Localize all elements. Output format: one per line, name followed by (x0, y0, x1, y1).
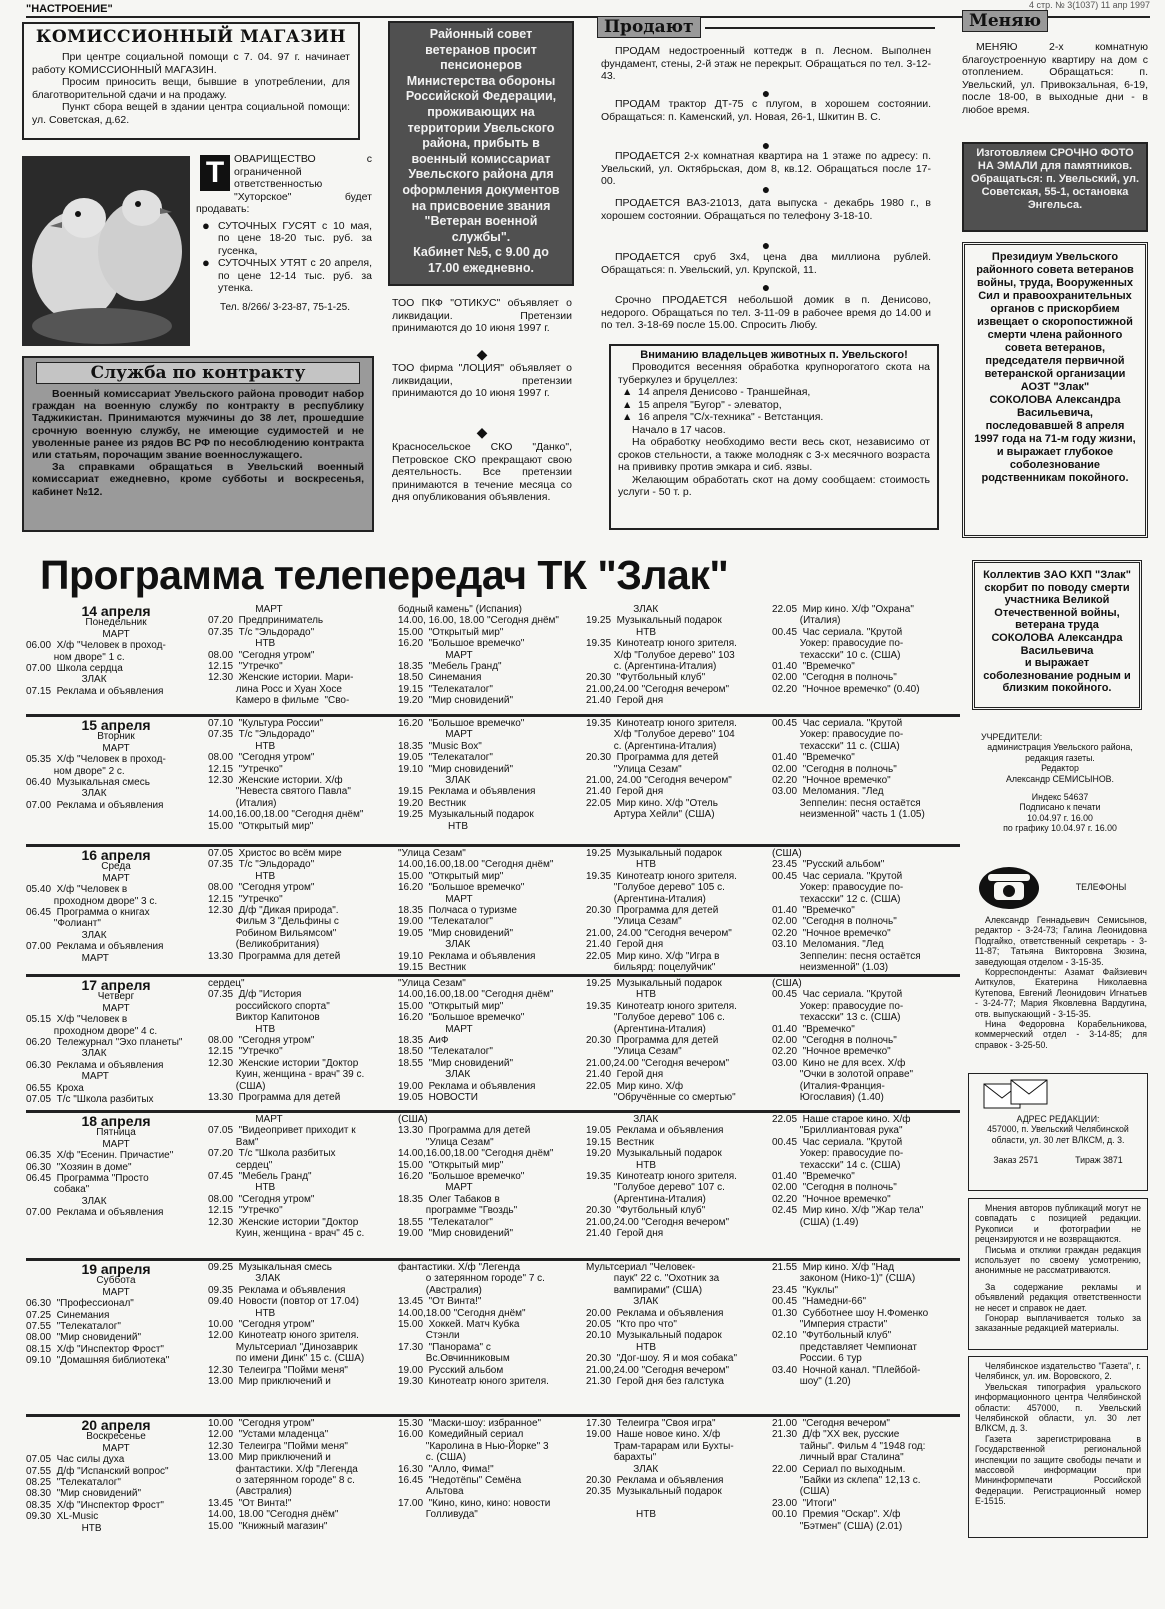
tv-day6-col3 (398, 1262, 584, 1412)
animals-intro: Проводится весенняя обработка крупнорогатого скота на туберкулез и бруцеллез: (618, 361, 930, 386)
tv-day5-col1 (26, 1116, 206, 1256)
tv-day7-col2 (208, 1418, 396, 1594)
editor-label: Редактор (1041, 763, 1079, 774)
animals-date2-text: 15 апреля "Бугор" - элеватор, (638, 398, 782, 411)
separator-dot: ● (761, 238, 771, 250)
tv-day7-col1 (26, 1420, 206, 1596)
day-weekday: Среда (101, 861, 131, 873)
day-date: 18 апреля (81, 1116, 151, 1129)
day-listing: 21.55 Мир кино. Х/ф "Над законом (Нико-1)" (США) 23.45 "Куклы" 00.45 "Намедни-66" 01.30 Субботнее шоу Н.Фоменко "Империя страсти" 02.10 "Футбольный клуб" представляет Чемпионат России. 6 тур 03.40 Ночной канал. "Плейбой- шоу" (1.20) (772, 1262, 929, 1388)
day-listing: 19.25 Музыкальный подарок НТВ 19.35 Кинотеатр юного зрителя. "Голубое дерево" 106 с. (Аргентина-Италия) 20.30 Программа для детей "Улица Сезам" 21.00,24.00 "Сегодня вечером" 21.40 Герой дня 22.05 Мир кино. Х/ф "Обручённые со смертью" (586, 978, 737, 1104)
editor-name: Александр СЕМИСЫНОВ. (1006, 773, 1114, 784)
publisher-p1: Челябинское издательство "Газета", г. Челябинск, ул. им. Воровского, 2. (975, 1361, 1141, 1382)
note-fees: Гонорар выплачивается только за заказанные редакцией материалы. (975, 1313, 1141, 1334)
day-listing: 19.35 Кинотеатр юного зрителя. Х/ф "Голубое дерево" 104 с. (Аргентина-Италия) 20.30 Программа для детей "Улица Сезам" 21.00, 24.00 "Сегодня вечером" 21.40 Герой дня 22.05 Мир кино. Х/ф "Отель Артура Хейли" (США) (586, 718, 737, 821)
day-date: 14 апреля (81, 606, 151, 619)
animals-title: Вниманию владельцев животных п. Увельского! (640, 349, 908, 361)
animals-date1-text: 14 апреля Денисово - Траншейная, (638, 386, 811, 398)
day-listing: 06.30 "Профессионал" 07.25 Синемания 07.55 "Телекаталог" 08.00 "Мир сновидений" 08.15 Х/ф "Инспектор Фрост" 09.10 "Домашняя библиотека" (26, 1298, 170, 1367)
obit1-name: СОКОЛОВА Александра Васильевича, (989, 394, 1121, 419)
shop-p1: При центре социальной помощи с 7. 04. 97 г. начинает работу КОМИССИОННЫЙ МАГАЗИН. (32, 51, 350, 76)
tv-day4-col5 (772, 978, 960, 1108)
tv-day1-col4 (586, 604, 768, 712)
sale-ad-house: Срочно ПРОДАЕТСЯ небольшой домик в п. Денисово, недорого. Обращаться по тел. 3-11-09 в рабочее время до 14.00 и по тел. 3-18-69 после 15.00. Спросить Любу. (601, 294, 931, 331)
day-listing: МАРТ 07.20 Предприниматель 07.35 Т/с "Эльдорадо" НТВ 08.00 "Сегодня утром" 12.15 "Утречко" 12.30 Женские истории. Мари- лина Росс и Хуан Хосе Камеро в фильме "Сво- (208, 604, 354, 707)
tv-day3-col1 (26, 850, 206, 974)
channel-name: МАРТ (102, 1002, 130, 1014)
day-listing: 07.10 "Культура России" 07.35 Т/с "Эльдорадо" НТВ 08.00 "Сегодня утром" 12.15 "Утречко" 12.30 Женские истории. Х/ф "Невеста святого Павла" (Италия) 14.00,16.00,18.00 "Сегодня днём" 15.00 "Открытый мир" (208, 718, 364, 832)
tv-day6-col4 (586, 1262, 768, 1412)
day-separator (26, 1414, 960, 1417)
tv-day2-col1 (26, 720, 206, 844)
obit1-text: Президиум Увельского районного совета ветеранов войны, труда, Вооруженных Сил и правоохранительных органов с прискорбием извещает о скоропостижной смерти члена районного совета ветеранов, председателя первичной ветеранской организации АОЗТ "Злак" (976, 251, 1134, 393)
tv-day4-col3 (398, 978, 584, 1108)
channel-name: МАРТ (102, 1442, 130, 1454)
page-info: 4 стр. № 3(1037) 11 апр 1997 (1028, 0, 1150, 10)
animals-date3-text: 16 апреля "С/х-техника" - Ветстанция. (638, 411, 824, 423)
day-listing: ЗЛАК 19.25 Музыкальный подарок НТВ 19.35 Кинотеатр юного зрителя. Х/ф "Голубое дерево" 103 с. (Аргентина-Италия) 20.30 "Футбольный клуб" 21.00,24.00 "Сегодня вечером" 21.40 Герой дня (586, 604, 737, 707)
day-listing: (США) 00.45 Час сериала. "Крутой Уокер: правосудие по- техасски" 13 с. (США) 01.40 "Времечко" 02.00 "Сегодня в полночь" 02.20 "Ночное времечко" 03.00 Кино не для всех. Х/ф "Очки в золотой оправе" (Италия-Франция- Югославия) (1.40) (772, 978, 914, 1104)
day-listing: 05.35 Х/ф "Человек в проход- ном дворе" 2 с. 06.40 Музыкальная смесь ЗЛАК 07.00 Реклама и объявления (26, 754, 166, 811)
day-listing: 15.30 "Маски-шоу: избранное" 16.00 Комедийный сериал "Каролина в Нью-Йорке" 3 с. (США) 16.30 "Алло, Фима!" 16.45 "Недотёпы" Семёна Альтова 17.00 "Кино, кино, кино: новости Голливуда" (398, 1418, 551, 1521)
contract-text: Военный комиссариат Увельского района проводит набор граждан на военную службу по контракту в республику Таджикистан. Принимаются мужчины до 38 лет, прошедшие срочную военную службу, не имеющие судимостей и не уволенные ранее из рядов ВС РФ по несоблюдению контракта или статьям, порочащим звание военнослужащего. (32, 388, 364, 462)
address-text: 457000, п. Увельский Челябинской области, ул. 30 лет ВЛКСМ, д. 3. (987, 1124, 1129, 1145)
day-listing: 17.30 Телеигра "Своя игра" 19.00 Наше новое кино. Х/ф Трам-тарарам или Бухты- барахты" ЗЛАК 20.30 Реклама и объявления 20.35 Музыкальный подарок НТВ (586, 1418, 734, 1521)
day-listing: 06.00 Х/ф "Человек в проход- ном дворе" 1 с. 07.00 Школа сердца ЗЛАК 07.15 Реклама и объявления (26, 640, 166, 697)
obit2-text: Коллектив ЗАО КХП "Злак" скорбит по поводу смерти участника Великой Отечественной войны, ветерана труда (983, 569, 1131, 632)
farm-item2-text: СУТОЧНЫХ УТЯТ с 20 апреля, по цене 12-14 тыс. руб. за утенка. (218, 257, 372, 294)
day-listing: 21.00 "Сегодня вечером" 21.30 Д/ф "XX век, русские тайны". Фильм 4 "1948 год: личный враг Сталина" 22.00 Сериал по выходным. "Байки из склепа" 12,13 с. (США) 23.00 "Итоги" 00.10 Премия "Оскар". Х/ф "Бэтмен" (США) (2.01) (772, 1418, 926, 1532)
tv-program-title: Программа телепередач ТК "Злак" (40, 552, 729, 598)
day-listing: МАРТ 07.05 "Видеопривет приходит к Вам" 07.20 Т/с "Школа разбитых сердец" 07.45 "Мебель Гранд" НТВ 08.00 "Сегодня утром" 12.15 "Утречко" 12.30 Женские истории "Доктор Куин, женщина - врач" 45 с. (208, 1114, 365, 1240)
phones-label: ТЕЛЕФОНЫ (1075, 882, 1127, 892)
tv-day3-col3 (398, 848, 584, 972)
obit1-tail: последовавшей 8 апреля 1997 года на 71-м году жизни, и выражает глубокое соболезнование родственникам покойного. (974, 420, 1136, 484)
phones-commercial: Нина Федоровна Корабельникова, коммерческий отдел - 3-14-85; для справок - 3-25-50. (975, 1019, 1147, 1050)
tv-day2-col4 (586, 718, 768, 842)
tv-day3-col2 (208, 848, 396, 972)
phones-editorial: Александр Геннадьевич Семисынов, редактор - 3-24-73; Галина Леонидовна Подгайко, ответственный секретарь - 3-11-87; Татьяна Викторовна Зюзина, заведующая отделом - 3-15-35. (975, 915, 1147, 967)
day-listing: бодный камень" (Испания) 14.00, 16.00, 18.00 "Сегодня днём" 15.00 "Открытый мир" 16.20 "Большое времечко" МАРТ 18.35 "Мебель Гранд" 18.50 Синемания 19.15 "Телекаталог" 19.20 "Мир сновидений" (398, 604, 559, 707)
separator-dot: ● (761, 182, 771, 194)
signed-label: Подписано к печати (1019, 802, 1101, 813)
farm-phone: Тел. 8/266/ 3-23-87, 75-1-25. (220, 302, 351, 313)
sale-ad-car: ПРОДАЕТСЯ ВАЗ-21013, дата выпуска - декабрь 1980 г., в хорошем состоянии. Обращаться по телефону 3-18-10. (601, 197, 931, 222)
obit2-tail: и выражает соболезнование родным и близким покойного. (983, 657, 1131, 695)
tv-day4-col1 (26, 980, 206, 1110)
channel-name: МАРТ (102, 742, 130, 754)
tv-day6-col2 (208, 1262, 396, 1412)
sale-ad-flat: ПРОДАЕТСЯ 2-х комнатная квартира на 1 этаже по адресу: п. Увельский, ул. Октябрьская, дом 8, кв.12. Обращаться после 17-00. (601, 150, 931, 187)
separator-diamond: ◆ (476, 425, 488, 439)
day-separator (26, 974, 960, 977)
farm-item-ducks: ● СУТОЧНЫХ УТЯТ с 20 апреля, по цене 12-14 тыс. руб. за утенка. (202, 255, 372, 294)
day-listing: фантастики. Х/ф "Легенда о затерянном городе" 7 с. (Австралия) 13.45 "От Винта!" 14.00,18.00 "Сегодня днём" 15.00 Хоккей. Матч Кубка Стэнли 17.30 "Панорама" с Вс.Овчинниковым 19.00 Русский альбом 19.30 Кинотеатр юного зрителя. (398, 1262, 549, 1388)
photo-enamel-addr: Обращаться: п. Увельский, ул. Советская, 55-1, остановка Энгельса. (970, 173, 1140, 211)
day-listing: (США) 13.30 Программа для детей "Улица Сезам" 14.00,16.00,18.00 "Сегодня днём" 15.00 "Открытый мир" 16.20 "Большое времечко" МАРТ 18.35 Олег Табаков в программе "Гвоздь" 18.55 "Телекаталог" 19.00 "Мир сновидений" (398, 1114, 554, 1240)
signed-schedule: по графику 10.04.97 г. 16.00 (1003, 823, 1117, 834)
day-weekday: Суббота (96, 1275, 136, 1287)
day-listing: 16.20 "Большое времечко" МАРТ 18.35 "Music Box" 19.05 "Телекаталог" 19.10 "Мир сновидений" ЗЛАК 19.15 Реклама и объявления 19.20 Вестник 19.25 Музыкальный подарок НТВ (398, 718, 536, 832)
liq-lotsiya: ТОО фирма "ЛОЦИЯ" объявляет о ликвидации, претензии принимаются до 10 июня 1997 г. (392, 362, 572, 399)
veterans-hours: Кабинет №5, с 9.00 до 17.00 ежедневно. (413, 245, 549, 275)
day-weekday: Четверг (97, 991, 135, 1003)
day-separator (26, 1258, 960, 1261)
veterans-text: Районный совет ветеранов просит пенсионеров Министерства обороны Российской Федерации, проживающих на территории Увельского района, прибыть в военный комиссариат Увельского района для оформления документов на присвоение звания "Ветеран военной службы". (402, 27, 560, 244)
print-run: Тираж 3871 (1075, 1155, 1123, 1166)
sale-label: Продают (597, 16, 701, 38)
index-number: Индекс 54637 (1031, 792, 1089, 803)
day-listing: Мультсериал "Человек- паук" 22 с. "Охотник за вампирами" (США) ЗЛАК 20.00 Реклама и объявления 20.05 "Кто про что" 20.10 Музыкальный подарок НТВ 20.30 "Дог-шоу. Я и моя собака" 21.00,24.00 "Сегодня вечером" 21.30 Герой дня без галстука (586, 1262, 738, 1388)
day-date: 15 апреля (81, 720, 151, 733)
order-number: Заказ 2571 (993, 1155, 1039, 1166)
day-listing: 07.05 Христос во всём мире 07.35 Т/с "Эльдорадо" НТВ 08.00 "Сегодня утром" 12.15 "Утречко" 12.30 Д/ф "Дикая природа". Фильм 3 "Дельфины с Робином Вильямсом" (Великобритания) 13.30 Программа для детей (208, 848, 342, 962)
separator-dot: ● (761, 280, 771, 292)
day-listing: ЗЛАК 19.05 Реклама и объявления 19.15 Вестник 19.20 Музыкальный подарок НТВ 19.35 Кинотеатр юного зрителя. "Голубое дерево" 107 с. (Аргентина-Италия) 20.30 "Футбольный клуб" 21.00,24.00 "Сегодня вечером" 21.40 Герой дня (586, 1114, 737, 1240)
tv-day1-col3 (398, 604, 584, 712)
phones-correspondents: Корреспонденты: Азамат Файзиевич Аиткулов, Екатерина Николаевна Кутепова, Евгений Леонидович Игнатьев - 3-24-77; Мария Яковлевна Вардугина, отв. выпускающий - 3-15-35. (975, 967, 1147, 1019)
note-advertising: За содержание рекламы и объявлений редакция ответственности не несет и справок не дает. (975, 1281, 1141, 1313)
animals-date3: ▲ 16 апреля "С/х-техника" - Ветстанция. (622, 411, 824, 423)
separator-dot: ● (761, 86, 771, 98)
day-listing: "Улица Сезам" 14.00,16.00,18.00 "Сегодня днём" 15.00 "Открытый мир" 16.20 "Большое времечко" МАРТ 18.35 АиФ 18.50 "Телекаталог" 18.55 "Мир сновидений" ЗЛАК 19.00 Реклама и объявления 19.05 НОВОСТИ (398, 978, 554, 1104)
separator-diamond: ◆ (476, 347, 488, 361)
publisher-p2: Увельская типография уральского информационного центра Челябинской области: 457000, п. Увельский Челябинской области, ул. 30 лет ВЛКСМ, д. 3. (975, 1381, 1141, 1434)
founders-text: администрация Увельского района, редакция газеты. (987, 742, 1133, 763)
tv-day7-col5 (772, 1418, 960, 1594)
day-listing: 22.05 Мир кино. Х/ф "Охрана" (Италия) 00.45 Час сериала. "Крутой Уокер: правосудие по- техасски" 10 с. (США) 01.40 "Времечко" 02.00 "Сегодня в полночь" 02.20 "Ночное времечко" (0.40) (772, 604, 920, 695)
tv-day3-col5 (772, 848, 960, 972)
tv-day7-col4 (586, 1418, 768, 1594)
day-listing: сердец" 07.35 Д/ф "История российского спорта" Виктор Капитонов НТВ 08.00 "Сегодня утром" 12.15 "Утречко" 12.30 Женские истории "Доктор Куин, женщина - врач" 39 с. (США) 13.30 Программа для детей (208, 978, 365, 1104)
day-listing: 00.45 Час сериала. "Крутой Уокер: правосудие по- техасски" 11 с. (США) 01.40 "Времечко" 02.00 "Сегодня в полночь" 02.20 "Ночное времечко" 03.00 Меломания. "Лед Зеппелин: песня остаётся неизменной" часть 1 (1.05) (772, 718, 925, 821)
day-listing: 05.15 Х/ф "Человек в проходном дворе" 4 с. 06.20 Тележурнал "Эхо планеты" ЗЛАК 06.30 Реклама и объявления МАРТ 06.55 Кроха 07.05 Т/с "Школа разбитых (26, 1014, 183, 1106)
farm-intro: ОВАРИЩЕСТВО с ограниченной ответственностью "Хуторское" будет продавать: (196, 153, 372, 215)
day-weekday: Пятница (96, 1127, 136, 1139)
tv-day4-col2 (208, 978, 396, 1108)
sale-ad-cottage: ПРОДАМ недостроенный коттедж в п. Лесном. Выполнен фундамент, стены, 2-й этаж не перекрыт. Обращаться по тел. 3-12-43. (601, 45, 931, 82)
day-listing: 05.40 Х/ф "Человек в проходном дворе" 3 с. 06.45 Программа о книгах "Фолиант" ЗЛАК 07.00 Реклама и объявления МАРТ (26, 884, 164, 964)
day-date: 19 апреля (81, 1264, 151, 1277)
day-weekday: Воскресенье (86, 1431, 146, 1443)
day-listing: 09.25 Музыкальная смесь ЗЛАК 09.35 Реклама и объявления 09.40 Новости (повтор от 17.04) НТВ 10.00 "Сегодня утром" 12.00 Кинотеатр юного зрителя. Мультсериал "Динозаврик по имени Динк" 15 с. (США) 12.30 Телеигра "Пойми меня" 13.00 Мир приключений и (208, 1262, 365, 1388)
tv-day5-col2 (208, 1114, 396, 1254)
day-listing: 22.05 Наше старое кино. Х/ф "Бриллиантовая рука" 00.45 Час сериала. "Крутой Уокер: правосудие по- техасски" 14 с. (США) 01.40 "Времечко" 02.00 "Сегодня в полночь" 02.20 "Ночное времечко" 02.45 Мир кино. Х/ф "Жар тела" (США) (1.49) (772, 1114, 924, 1228)
day-date: 16 апреля (81, 850, 151, 863)
shop-title: КОМИССИОННЫЙ МАГАЗИН (35, 27, 347, 47)
exchange-text: МЕНЯЮ 2-х комнатную благоустроенную квартиру на дом с отоплением. Обращаться: п. Увельский, ул. Привокзальная, 6-19, после 18-00, в выходные дни - в любое время. (962, 41, 1148, 116)
day-weekday: Вторник (97, 731, 135, 743)
animals-date2: ▲ 15 апреля "Бугор" - элеватор, (622, 398, 782, 411)
channel-name: МАРТ (102, 872, 130, 884)
tv-day1-col2 (208, 604, 396, 712)
channel-name: МАРТ (102, 1286, 130, 1298)
day-listing: 19.25 Музыкальный подарок НТВ 19.35 Кинотеатр юного зрителя. "Голубое дерево" 105 с. (Аргентина-Италия) 20.30 Программа для детей "Улица Сезам" 21.00, 24.00 "Сегодня вечером" 21.40 Герой дня 22.05 Мир кино. Х/ф "Игра в бильярд: поцелуйчик" (586, 848, 737, 972)
day-separator (26, 1110, 960, 1113)
tv-day7-col3 (398, 1418, 584, 1594)
tv-day6-col1 (26, 1264, 206, 1414)
day-date: 17 апреля (81, 980, 151, 993)
animals-start: Начало в 17 часов. (632, 423, 726, 436)
animals-p2: Желающим обработать скот на дому сообщаем: стоимость услуги - 50 т. р. (618, 473, 930, 498)
farm-item-geese: ● СУТОЧНЫХ ГУСЯТ с 10 мая, по цене 18-20 тыс. руб. за гусенка, (202, 217, 372, 257)
day-listing: 10.00 "Сегодня утром" 12.00 "Устами младенца" 12.30 Телеигра "Пойми меня" 13.00 Мир приключений и фантастики. Х/ф "Легенда о затерянном городе" 8 с. (Австралия) 13.45 "От Винта!" 14.00, 18.00 "Сегодня днём" 15.00 "Книжный магазин" (208, 1418, 358, 1532)
day-listing: 07.05 Час силы духа 07.55 Д/ф "Испанский вопрос" 08.25 "Телекаталог" 08.30 "Мир сновидений" 08.35 Х/ф "Инспектор Фрост" 09.30 XL-Music НТВ (26, 1454, 169, 1534)
farm-initial: Т (200, 155, 230, 191)
shop-p3: Пункт сбора вещей в здании центра социальной помощи: ул. Советская, д.62. (32, 101, 350, 126)
contract-title: Служба по контракту (36, 362, 360, 384)
channel-name: МАРТ (102, 628, 130, 640)
tv-day2-col3 (398, 718, 584, 842)
section-title: "НАСТРОЕНИЕ" (26, 3, 113, 15)
day-date: 20 апреля (81, 1420, 151, 1433)
tv-day1-col5 (772, 604, 960, 712)
tv-day3-col4 (586, 848, 768, 972)
sale-ad-frame: ПРОДАЕТСЯ сруб 3х4, цена два миллиона рублей. Обращаться: п. Увельский, ул. Крупской, 11. (601, 251, 931, 276)
publisher-p3: Газета зарегистрирована в Государственной региональной инспекции по защите свободы печати и массовой информации при Мининформпечати Российской Федерации. Регистрационный номер Е-1515. (975, 1433, 1141, 1507)
day-listing: (США) 23.45 "Русский альбом" 00.45 Час сериала. "Крутой Уокер: правосудие по- техасски" 12 с. (США) 01.40 "Времечко" 02.00 "Сегодня в полночь" 02.20 "Ночное времечко" 03.10 Меломания. "Лед Зеппелин: песня остаётся неизменной" (1.03) (772, 848, 921, 972)
day-separator (26, 714, 960, 717)
shop-p2: Просим приносить вещи, бывшие в употреблении, для благотворительной сдачи и на продажу. (32, 76, 350, 101)
photo-enamel-text: Изготовляем СРОЧНО ФОТО НА ЭМАЛИ для памятников. (976, 147, 1134, 172)
separator-dot: ● (761, 138, 771, 150)
contract-info: За справками обращаться в Увельский военный комиссариат ежедневно, кроме субботы и воскресенья, кабинет №12. (32, 461, 364, 498)
tv-day2-col2 (208, 718, 396, 842)
day-separator (26, 844, 960, 847)
tv-day4-col4 (586, 978, 768, 1108)
address-title: АДРЕС РЕДАКЦИИ: (1016, 1114, 1100, 1124)
exchange-label: Меняю (962, 10, 1048, 32)
liq-otikus: ТОО ПКФ "ОТИКУС" объявляет о ликвидации. Претензии принимаются до 10 июня 1997 г. (392, 297, 572, 334)
obit2-name: СОКОЛОВА Александра Васильевича (991, 631, 1123, 657)
day-listing: 06.35 Х/ф "Есенин. Причастие" 06.30 "Хозяин в доме" 06.45 Программа "Просто собака" ЗЛАК 07.00 Реклама и объявления (26, 1150, 174, 1219)
liq-danko: Красносельское СКО "Данко", Петровское СКО прекращают свою деятельность. Все претензии принимаются в течение месяца со дня опубликования объявления. (392, 441, 572, 503)
note-opinions: Мнения авторов публикаций могут не совпадать с позицией редакции. Рукописи и фотографии не рецензируются и не возвращаются. (975, 1203, 1141, 1245)
note-letters: Письма и отклики граждан редакция использует по своему усмотрению, анонимные не рассматриваются. (975, 1244, 1141, 1276)
channel-name: МАРТ (102, 1138, 130, 1150)
founders-title: УЧРЕДИТЕЛИ: (981, 732, 1043, 742)
animals-date1: ▲ 14 апреля Денисово - Траншейная, (622, 386, 811, 398)
farm-item1-text: СУТОЧНЫХ ГУСЯТ с 10 мая, по цене 18-20 тыс. руб. за гусенка, (218, 219, 372, 257)
animals-p1: На обработку необходимо вести весь скот, независимо от сроков стельности, а также молодняк с 3-х месячного возраста на прививку против эмкара и сиб. язвы. (618, 436, 930, 473)
tv-day5-col4 (586, 1114, 768, 1254)
tv-day2-col5 (772, 718, 960, 842)
tv-day1-col1 (26, 606, 206, 714)
day-weekday: Понедельник (85, 617, 147, 629)
signed-date: 10.04.97 г. 16.00 (1027, 812, 1093, 823)
tv-day5-col3 (398, 1114, 584, 1254)
sale-ad-tractor: ПРОДАМ трактор ДТ-75 с плугом, в хорошем состоянии. Обращаться: п. Каменский, ул. Новая, 26-1, Шкитин В. С. (601, 98, 931, 123)
tv-day5-col5 (772, 1114, 960, 1254)
day-listing: "Улица Сезам" 14.00,16.00,18.00 "Сегодня днём" 15.00 "Открытый мир" 16.20 "Большое времечко" МАРТ 18.35 Полчаса о туризме 19.00 "Телекаталог" 19.05 "Мир сновидений" ЗЛАК 19.10 Реклама и объявления 19.15 Вестник (398, 848, 554, 972)
tv-day6-col5 (772, 1262, 960, 1412)
